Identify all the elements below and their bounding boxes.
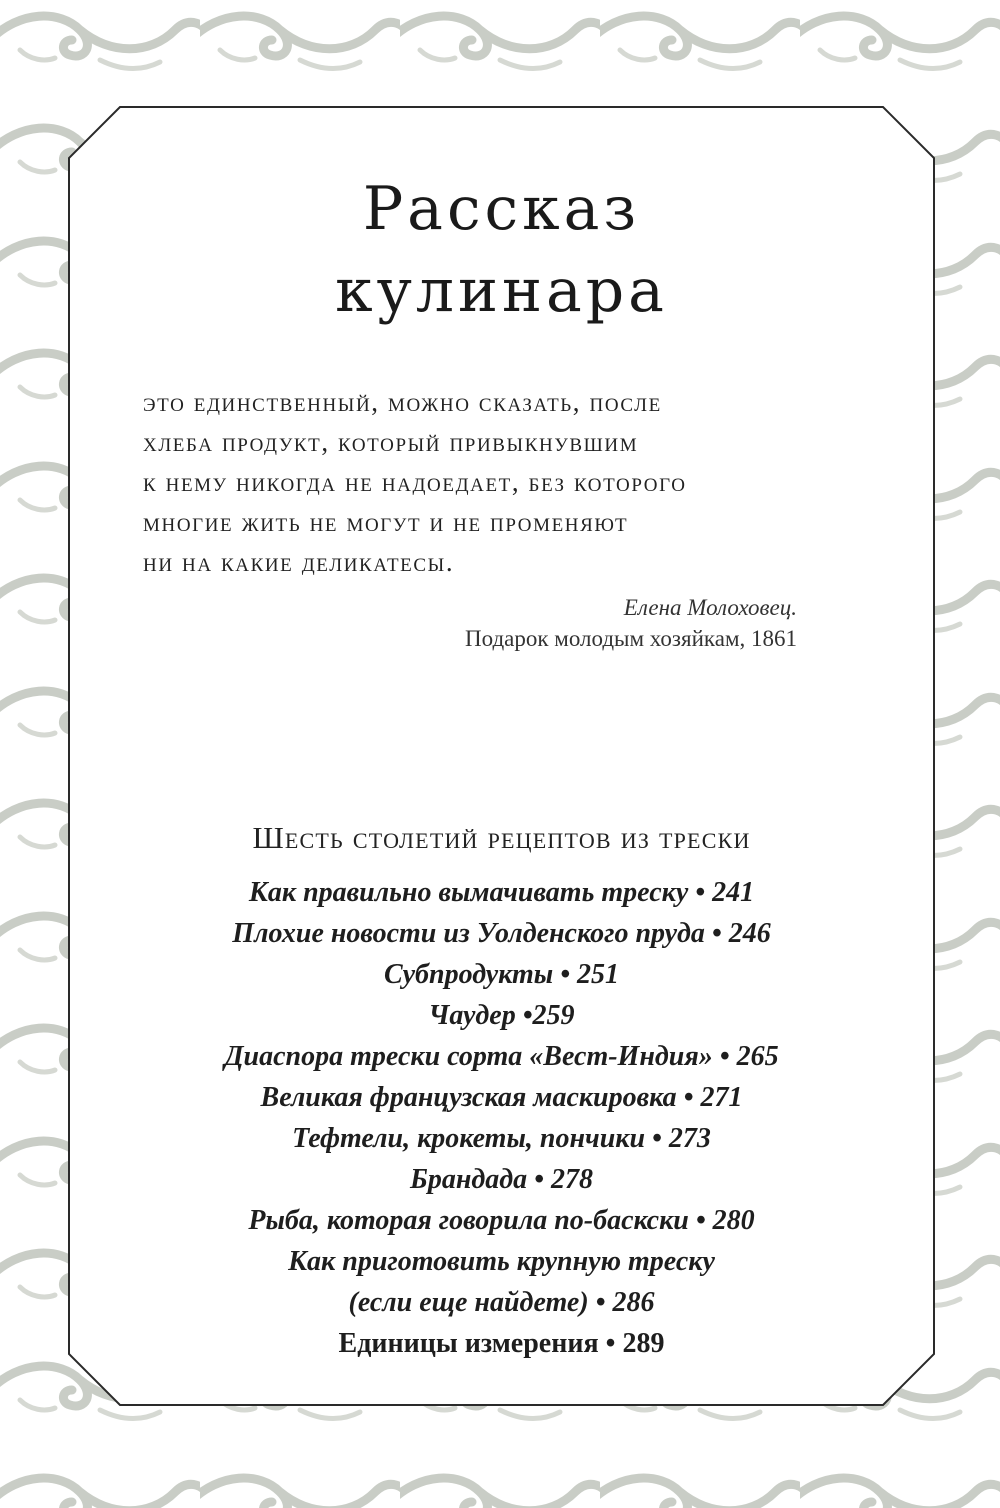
toc-entry-title: Диаспора трески сорта «Вест-Индия»	[224, 1041, 713, 1072]
toc-entry-title: Брандада	[410, 1164, 528, 1195]
attribution-author: Елена Молоховец.	[623, 595, 797, 620]
toc-entry[interactable]	[68, 1077, 935, 1118]
toc-entry-title: Как приготовить крупную треску	[288, 1246, 715, 1277]
quote-line: многие жить не могут и не променяют	[143, 507, 629, 537]
quote-line: хлеба продукт, который привыкнувшим	[143, 427, 639, 457]
section-heading: Шесть столетий рецептов из трески	[252, 820, 751, 855]
toc-separator: •	[704, 918, 729, 949]
attribution-source: Подарок молодым хозяйкам, 1861	[465, 626, 797, 651]
toc-separator: •	[688, 1205, 713, 1236]
toc-page-number: 278	[550, 1164, 593, 1195]
toc-entry[interactable]	[68, 872, 935, 913]
epigraph-quote	[143, 382, 843, 582]
toc-separator: •	[712, 1041, 737, 1072]
toc-page-number: 265	[736, 1041, 779, 1072]
recipe-contents-list	[68, 872, 935, 1364]
toc-entry-title: Субпродукты	[383, 959, 554, 990]
toc-entry[interactable]	[68, 913, 935, 954]
toc-entry-title: Тефтели, крокеты, пончики	[292, 1123, 646, 1154]
toc-page-number: 241	[712, 877, 755, 908]
toc-page-number: 289	[622, 1328, 665, 1359]
toc-page-number: 286	[612, 1287, 655, 1318]
toc-page-number: 271	[700, 1082, 743, 1113]
toc-entry[interactable]	[68, 1159, 935, 1200]
chapter-title-line: Рассказ	[362, 174, 641, 244]
toc-separator: •	[515, 1000, 533, 1031]
toc-separator: •	[688, 877, 713, 908]
quote-line: это единственный, можно сказать, после	[143, 387, 662, 417]
toc-separator: •	[645, 1123, 669, 1154]
chapter-title-line: кулинара	[335, 256, 668, 326]
toc-page-number: 273	[668, 1123, 711, 1154]
toc-page-number: 280	[712, 1205, 755, 1236]
toc-entry[interactable]	[68, 1323, 935, 1364]
toc-separator: •	[588, 1287, 613, 1318]
quote-line: к нему никогда не надоедает, без которого	[143, 467, 687, 497]
toc-page-number: 251	[577, 959, 620, 990]
content-panel	[68, 106, 935, 1406]
toc-entry[interactable]	[68, 1118, 935, 1159]
epigraph-attribution	[465, 592, 797, 654]
toc-page-number: 246	[728, 918, 771, 949]
toc-separator: •	[676, 1082, 701, 1113]
toc-entry[interactable]	[68, 1036, 935, 1077]
toc-separator: •	[598, 1328, 623, 1359]
toc-entry-title: Великая французская маскировка	[260, 1082, 677, 1113]
toc-entry-title: (если еще найдете)	[348, 1287, 589, 1318]
quote-line: ни на какие деликатесы.	[143, 547, 455, 577]
toc-separator: •	[527, 1164, 551, 1195]
toc-entry[interactable]	[68, 1200, 935, 1241]
toc-entry-title: Чаудер	[428, 1000, 516, 1031]
toc-page-number: 259	[532, 1000, 575, 1031]
toc-entry-title: Как правильно вымачивать треску	[248, 877, 689, 908]
toc-entry[interactable]	[68, 954, 935, 995]
toc-entry-title: Единицы измерения	[338, 1328, 599, 1359]
toc-separator: •	[553, 959, 578, 990]
toc-entry-title: Плохие новости из Уолденского пруда	[232, 918, 705, 949]
chapter-title	[68, 168, 935, 332]
toc-entry[interactable]	[68, 995, 935, 1036]
toc-entry-title: Рыба, которая говорила по-баскски	[248, 1205, 689, 1236]
toc-entry[interactable]	[68, 1282, 935, 1323]
toc-entry[interactable]	[68, 1241, 935, 1282]
